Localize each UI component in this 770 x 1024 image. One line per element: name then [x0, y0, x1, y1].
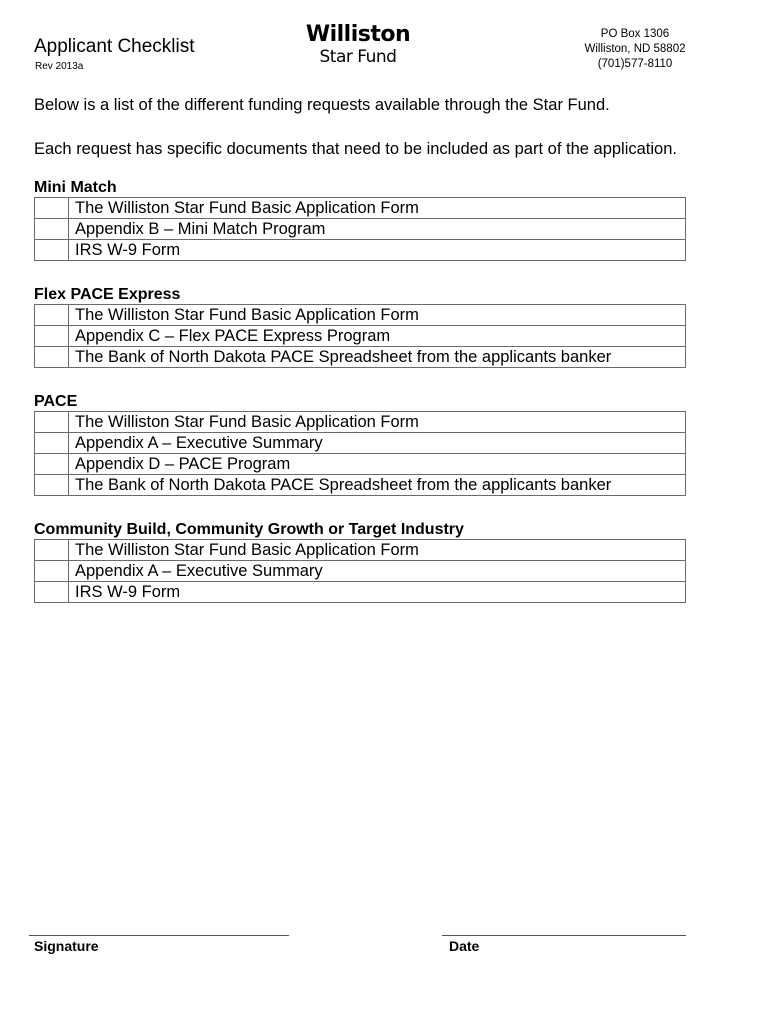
table-row [35, 412, 686, 433]
checklist-item: IRS W-9 Form [69, 582, 686, 603]
checklist-item: The Williston Star Fund Basic Application Form [69, 198, 686, 219]
page-title: Applicant Checklist [34, 36, 195, 57]
checkbox-cell[interactable] [35, 219, 69, 240]
checklist-item: The Bank of North Dakota PACE Spreadsheet from the applicants banker [69, 475, 686, 496]
table-row [35, 582, 686, 603]
section-flex-pace-express [34, 285, 686, 368]
table-row [35, 475, 686, 496]
checklist-item: Appendix D – PACE Program [69, 454, 686, 475]
checkbox-cell[interactable] [35, 347, 69, 368]
checkbox-cell[interactable] [35, 582, 69, 603]
intro-line-1: Below is a list of the different funding requests available through the Star Fund. [34, 96, 610, 114]
checklist-item: Appendix A – Executive Summary [69, 433, 686, 454]
checkbox-cell[interactable] [35, 454, 69, 475]
revision-label: Rev 2013a [35, 61, 84, 72]
checkbox-cell[interactable] [35, 412, 69, 433]
table-row [35, 561, 686, 582]
date-label: Date [449, 938, 480, 954]
checklist-item: Appendix B – Mini Match Program [69, 219, 686, 240]
checklist-item: The Williston Star Fund Basic Application Form [69, 540, 686, 561]
table-row [35, 347, 686, 368]
address-po-box: PO Box 1306 [600, 28, 670, 40]
section-title: Flex PACE Express [34, 286, 181, 303]
checkbox-cell[interactable] [35, 240, 69, 261]
checklist-table [34, 304, 686, 368]
checkbox-cell[interactable] [35, 475, 69, 496]
checkbox-cell[interactable] [35, 540, 69, 561]
intro-line-2: Each request has specific documents that need to be included as part of the application. [34, 140, 677, 158]
table-row [35, 433, 686, 454]
table-row [35, 240, 686, 261]
signature-label: Signature [34, 938, 99, 954]
checkbox-cell[interactable] [35, 305, 69, 326]
table-row [35, 454, 686, 475]
section-community-build [34, 520, 686, 603]
table-row [35, 305, 686, 326]
section-pace [34, 392, 686, 496]
checklist-item: Appendix C – Flex PACE Express Program [69, 326, 686, 347]
checkbox-cell[interactable] [35, 433, 69, 454]
checkbox-cell[interactable] [35, 198, 69, 219]
address-block [570, 27, 700, 72]
checkbox-cell[interactable] [35, 326, 69, 347]
signature-line[interactable] [29, 935, 289, 936]
williston-star-fund-logo [299, 23, 417, 67]
logo-line-1: Williston [305, 22, 411, 47]
checklist-table [34, 411, 686, 496]
checklist-item: The Williston Star Fund Basic Application Form [69, 412, 686, 433]
section-mini-match [34, 178, 686, 261]
table-row [35, 198, 686, 219]
address-phone: (701)577-8110 [597, 58, 673, 70]
logo-line-2: Star Fund [319, 47, 397, 67]
checklist-table [34, 197, 686, 261]
checklist-item: The Bank of North Dakota PACE Spreadsheet from the applicants banker [69, 347, 686, 368]
table-row [35, 326, 686, 347]
checklist-item: IRS W-9 Form [69, 240, 686, 261]
checklist-table [34, 539, 686, 603]
checklist-item: Appendix A – Executive Summary [69, 561, 686, 582]
date-line[interactable] [442, 935, 686, 936]
section-title: PACE [34, 393, 78, 410]
checklist-item: The Williston Star Fund Basic Application Form [69, 305, 686, 326]
section-title: Mini Match [34, 179, 117, 196]
checkbox-cell[interactable] [35, 561, 69, 582]
table-row [35, 540, 686, 561]
section-title: Community Build, Community Growth or Target Industry [34, 521, 464, 538]
table-row [35, 219, 686, 240]
address-city: Williston, ND 58802 [584, 43, 686, 55]
